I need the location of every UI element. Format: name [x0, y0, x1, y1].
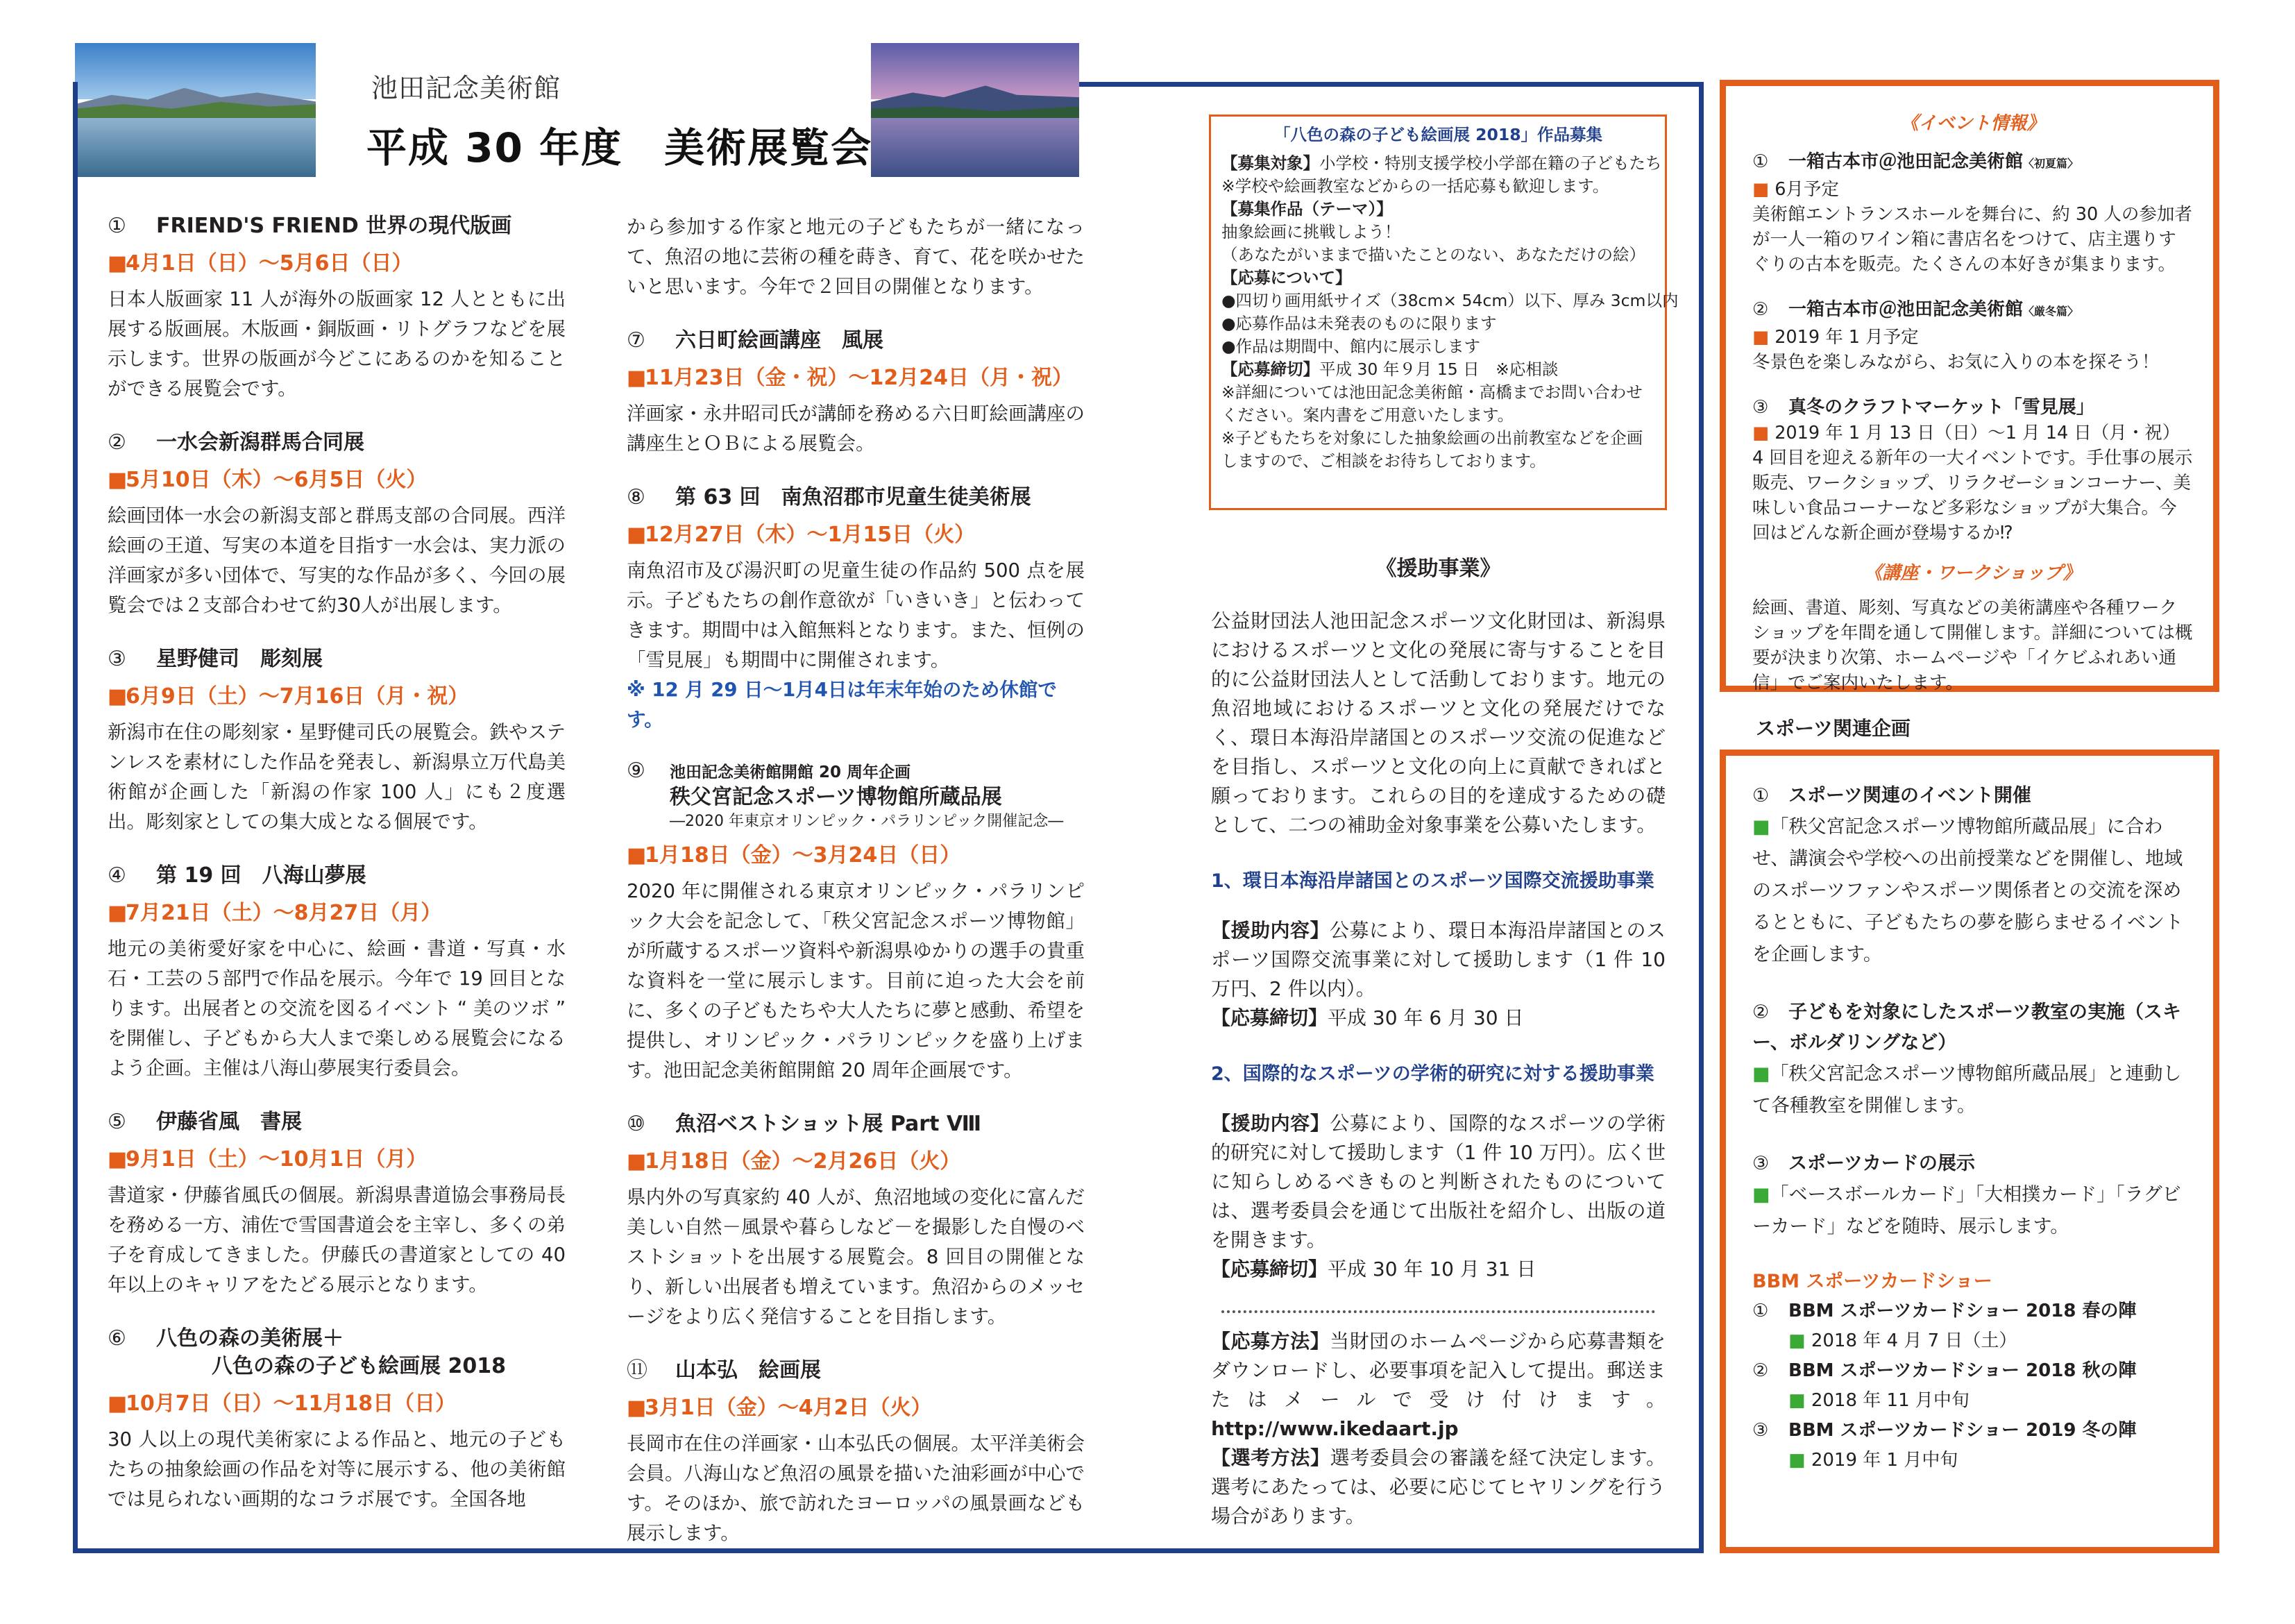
exhibition-body: 絵画団体一水会の新潟支部と群馬支部の合同展。西洋絵画の王道、写実の本道を目指す一水会は、実力派の洋画家が多い団体で、写実的な作品が多く、今回の展覧会では２支部合わせて約30人が出展します。: [108, 505, 566, 616]
square-icon: ■: [627, 1396, 647, 1420]
exhibition-date: 1月18日（金）～2月26日（火）: [645, 1149, 961, 1174]
call-for-entries: [1221, 124, 1679, 473]
program-1-deadline: 平成 30 年 6 月 30 日: [1328, 1006, 1524, 1029]
sports-item-title: スポーツカードの展示: [1788, 1153, 1975, 1174]
exhibition-date: 5月10日（木）～6月5日（火）: [126, 468, 427, 492]
workshop-heading: 《講座・ワークショップ》: [1864, 563, 2081, 584]
sports-item-1: ① スポーツ関連のイベント開催 ■「秩父宮記念スポーツ博物館所蔵品展」に合わせ、講演会や学校への出前授業などを開催し、地域のスポーツファンやスポーツ関係者との交流を深めるとともに、子どもたちの夢を膨らませるイベントを企画します。: [1752, 785, 2183, 965]
event-date: 2019 年 1 月予定: [1775, 327, 1919, 348]
exhibition-4: [108, 862, 566, 1083]
sports-item-title: 子どもを対象にしたスポーツ教室の実施（スキー、ボルダリングなど）: [1752, 1001, 2181, 1054]
exhibition-body: 地元の美術愛好家を中心に、絵画・書道・写真・水石・工芸の５部門で作品を展示。今年で 19 回目となります。出展者との交流を図るイベント “ 美のツボ ” を開催し、子どもから大人まで楽しめる展覧会になるよう企画。主催は八海山夢展実行委員会。: [108, 938, 566, 1079]
call-line: 【募集作品（テーマ）】: [1221, 199, 1393, 219]
exhibition-5: [108, 1108, 566, 1300]
label: 【応募方法】: [1211, 1330, 1330, 1353]
square-icon: ■: [1752, 1063, 1770, 1085]
frame-top-rule: [1079, 82, 1704, 87]
exhibition-title: 星野健司 彫刻展: [156, 647, 323, 671]
call-line: 抽象絵画に挑戦しよう！: [1221, 222, 1401, 242]
application-method: 当財団のホームページから応募書類をダウンロードし、必要事項を記入して提出。郵送またはメールで受け付けます。: [1211, 1330, 1666, 1411]
website-link[interactable]: http://www.ikedaart.jp: [1211, 1417, 1459, 1440]
exhibition-title: 一水会新潟群馬合同展: [156, 430, 364, 455]
exhibition-1: [108, 212, 566, 404]
program-2-title: 2、国際的なスポーツの学術的研究に対する援助事業: [1211, 1063, 1654, 1085]
exhibition-title: 六日町絵画講座 風展: [675, 328, 883, 353]
sports-item-body: 「ベースボールカード」「大相撲カード」「ラグビーカード」などを随時、展示します。: [1752, 1184, 2181, 1237]
square-icon: ■: [108, 1147, 128, 1172]
support-heading: 《援助事業》: [1375, 557, 1501, 581]
sports-item-3: ③ スポーツカードの展示 ■「ベースボールカード」「大相撲カード」「ラグビーカード」などを随時、展示します。: [1752, 1153, 2181, 1237]
call-line: 【応募締切】平成 30 年９月 15 日 ※応相談: [1221, 360, 1559, 379]
event-title: 一箱古本市＠池田記念美術館: [1788, 151, 2024, 172]
exhibition-6-continuation: から参加する作家と地元の子どもたちが一緒になって、魚沼の地に芸術の種を蒔き、育て、花を咲かせたいと思います。今年で２回目の開催となります。: [627, 216, 1085, 298]
sports-item-title: スポーツ関連のイベント開催: [1788, 785, 2031, 806]
exhibition-number: ②: [108, 430, 126, 455]
square-icon: ■: [627, 366, 647, 390]
exhibition-11: [627, 1357, 1085, 1548]
exhibition-title: 八色の森の美術展＋: [156, 1326, 344, 1351]
exhibition-body: 30 人以上の現代美術家による作品と、地元の子どもたちの抽象絵画の作品を対等に展示する、他の美術館では見られない画期的なコラボ展です。全国各地: [108, 1428, 566, 1510]
square-icon: ■: [108, 1392, 128, 1416]
square-icon: ■: [108, 684, 128, 709]
exhibition-date: 4月1日（日）～5月6日（日）: [126, 251, 413, 276]
bbm-title: BBM スポーツカードショー 2019 冬の陣: [1788, 1420, 2137, 1441]
call-title: 「八色の森の子ども絵画展 2018」作品募集: [1273, 125, 1603, 144]
event-info: [1752, 111, 2193, 695]
event-info-heading: 《イベント情報》: [1900, 113, 2045, 134]
exhibition-body: 県内外の写真家約 40 人が、魚沼地域の変化に富んだ美しい自然－風景や暮らしなど－を撮影した自慢のベストショットを出展する展覧会。8 回目の開催となり、新しい出展者も増えています。魚沼からのメッセージをより広く発信することを目指します。: [627, 1186, 1085, 1328]
call-line: ●応募作品は未発表のものに限ります: [1221, 314, 1497, 333]
call-line: ※子どもたちを対象にした抽象絵画の出前教室などを企画しますので、ご相談をお待ちしております。: [1221, 428, 1643, 471]
event-2: ② 一箱古本市＠池田記念美術館〈厳冬篇〉 ■ 2019 年 1 月予定 冬景色を楽しみながら、お気に入りの本を探そう！: [1752, 296, 2193, 375]
program-1-content: 公募により、環日本海沿岸諸国とのスポーツ国際交流事業に対して援助します（1 件 10 万円、2 件以内）。: [1211, 919, 1666, 1000]
sports-item-2: ② 子どもを対象にしたスポーツ教室の実施（スキー、ボルダリングなど） ■「秩父宮記念スポーツ博物館所蔵品展」と連動して各種教室を開催します。: [1752, 1001, 2182, 1117]
call-line: ●四切り画用紙サイズ（38cm× 54cm）以下、厚み 3cm以内: [1221, 291, 1679, 310]
exhibition-title: 第 19 回 八海山夢展: [156, 863, 366, 888]
bbm-title: BBM スポーツカードショー 2018 春の陣: [1788, 1301, 2137, 1321]
exhibitions-column-1: [108, 212, 566, 1514]
exhibition-number: ①: [108, 214, 126, 238]
bbm-title: BBM スポーツカードショー 2018 秋の陣: [1788, 1360, 2137, 1381]
exhibition-body: 新潟市在住の彫刻家・星野健司氏の展覧会。鉄やステンレスを素材にした作品を発表し、新潟県立万代島美術館が企画した「新潟の作家 100 人」にも２度選出。彫刻家としての集大成となる個展です。: [108, 721, 566, 833]
exhibition-date: 10月7日（日）～11月18日（日）: [126, 1392, 457, 1416]
exhibition-date: 9月1日（土）～10月1日（月）: [126, 1147, 427, 1172]
sports-item-body: 「秩父宮記念スポーツ博物館所蔵品展」に合わせ、講演会や学校への出前授業などを開催し、地域のスポーツファンやスポーツ関係者との交流を深めるとともに、子どもたちの夢を膨らませるイベントを企画します。: [1752, 816, 2183, 965]
exhibition-number: ⑨: [627, 759, 645, 783]
square-icon: ■: [1752, 327, 1770, 348]
exhibition-date: 7月21日（土）～8月27日（月）: [126, 901, 442, 925]
square-icon: ■: [1788, 1330, 1806, 1351]
square-icon: ■: [627, 843, 647, 868]
museum-name: 池田記念美術館: [371, 73, 561, 103]
exhibition-title: 魚沼ベストショット展 Part Ⅷ: [675, 1112, 982, 1136]
event-date: 2019 年 1 月 13 日（日）～1 月 14 日（月・祝）: [1775, 423, 2180, 443]
exhibition-number: ⑥: [108, 1326, 126, 1351]
exhibition-number: ⑤: [108, 1110, 126, 1134]
square-icon: ■: [1752, 1184, 1770, 1206]
label: 【援助内容】: [1211, 919, 1330, 942]
event-title: 真冬のクラフトマーケット「雪見展」: [1788, 397, 2094, 418]
event-3: ③ 真冬のクラフトマーケット「雪見展」 ■ 2019 年 1 月 13 日（日）～1 月 14 日（月・祝） 4 回目を迎える新年の一大イベントです。手仕事の展示販売、ワークショップ、リラクゼーションコーナー、美味しい食品コーナーなど多彩なショップが大集合。今回はどんな新企画が登場するか⁉: [1752, 394, 2193, 545]
exhibition-number: ③: [108, 647, 126, 671]
label: 【応募締切】: [1211, 1258, 1328, 1280]
call-line: ※詳細については池田記念美術館・高橋までお問い合わせください。案内書をご用意いたします。: [1221, 382, 1643, 425]
call-line: ※学校や絵画教室などからの一括応募も歓迎します。: [1221, 176, 1609, 196]
exhibitions-column-2: [627, 212, 1085, 1548]
bbm-date: 2018 年 11 月中旬: [1811, 1390, 1970, 1411]
event-body: 美術館エントランスホールを舞台に、約 30 人の参加者が一人一箱のワイン箱に書店名をつけて、店主選りすぐりの古本を販売。たくさんの本好きが集まります。: [1752, 204, 2192, 275]
program-2-deadline: 平成 30 年 10 月 31 日: [1328, 1258, 1536, 1280]
bbm-date: 2018 年 4 月 7 日（土）: [1811, 1330, 2017, 1351]
square-icon: ■: [108, 901, 128, 925]
closure-note: ※ 12 月 29 日～1月4日は年末年始のため休館です。: [627, 679, 1057, 731]
exhibition-date: 6月9日（土）～7月16日（月・祝）: [126, 684, 469, 709]
exhibition-10: [627, 1110, 1085, 1332]
exhibition-caption: ―2020 年東京オリンピック・パラリンピック開催記念―: [670, 813, 1064, 830]
workshop-body: 絵画、書道、彫刻、写真などの美術講座や各種ワークショップを年間を通して開催します。詳細については概要が決まり次第、ホームページや「イケビふれあい通信」でご案内いたします。: [1752, 598, 2193, 693]
event-date: 6月予定: [1775, 179, 1839, 200]
exhibition-title: 秩父宮記念スポーツ博物館所蔵品展: [670, 785, 1002, 809]
call-line: 【応募について】: [1221, 268, 1352, 287]
exhibition-6: [108, 1325, 566, 1514]
square-icon: ■: [627, 1149, 647, 1174]
exhibition-date: 3月1日（金）～4月2日（火）: [645, 1396, 932, 1420]
square-icon: ■: [1752, 816, 1770, 838]
exhibition-date: 12月27日（木）～1月15日（火）: [645, 523, 976, 547]
exhibition-pretitle: 池田記念美術館開館 20 周年企画: [670, 763, 911, 781]
square-icon: ■: [1752, 179, 1770, 200]
page-title: 平成 30 年度 美術展覧会: [366, 124, 873, 171]
exhibition-date: 11月23日（金・祝）～12月24日（月・祝）: [645, 366, 1073, 390]
exhibition-2: [108, 429, 566, 620]
exhibition-title-line2: 八色の森の子ども絵画展 2018: [212, 1354, 506, 1378]
event-1: ① 一箱古本市＠池田記念美術館〈初夏篇〉 ■ 6月予定 美術館エントランスホールを舞台に、約 30 人の参加者が一人一箱のワイン箱に書店名をつけて、店主選りすぐりの古本を販売。たくさんの本好きが集まります。: [1752, 149, 2193, 277]
label: 【応募締切】: [1211, 1006, 1328, 1029]
bbm-item-1: ① BBM スポーツカードショー 2018 春の陣 ■ 2018 年 4 月 7 日（土）: [1752, 1301, 2137, 1351]
square-icon: ■: [1788, 1450, 1806, 1471]
support-intro: 公益財団法人池田記念スポーツ文化財団は、新潟県におけるスポーツと文化の発展に寄与することを目的に公益財団法人として活動しております。地元の魚沼地域におけるスポーツと文化の発展だけでなく、環日本海沿岸諸国とのスポーツ交流の促進などを目指し、スポーツと文化の向上に貢献できればと願っております。これらの目的を達成するための礎として、二つの補助金対象事業を公募いたします。: [1211, 609, 1666, 836]
call-line: 【募集対象】小学校・特別支援学校小学部在籍の子どもたち: [1221, 153, 1662, 173]
sports-section: [1752, 781, 2196, 1475]
exhibition-8: [627, 484, 1085, 735]
square-icon: ■: [627, 523, 647, 547]
square-icon: ■: [1752, 423, 1770, 443]
exhibition-7: [627, 327, 1085, 459]
exhibition-number: ⑩: [627, 1112, 645, 1136]
exhibition-number: ⑧: [627, 485, 645, 509]
exhibition-body: 書道家・伊藤省風氏の個展。新潟県書道協会事務局長を務める一方、浦佐で雪国書道会を主宰し、多くの弟子を育成してきました。伊藤氏の書道家としての 40 年以上のキャリアをたどる展示となります。: [108, 1184, 566, 1296]
exhibition-3: [108, 645, 566, 837]
exhibition-body: 洋画家・永井昭司氏が講師を務める六日町絵画講座の講座生とＯＢによる展覧会。: [627, 403, 1085, 455]
exhibition-9: [627, 760, 1085, 1085]
exhibition-number: ⑪: [627, 1358, 647, 1382]
divider: [1221, 1310, 1655, 1313]
label: 【選考方法】: [1211, 1446, 1330, 1469]
exhibition-body: 日本人版画家 11 人が海外の版画家 12 人とともに出展する版画展。木版画・銅版画・リトグラフなどを展示します。世界の版画が今どこにあるのかを知ることができる展覧会です。: [108, 288, 566, 400]
event-body: 冬景色を楽しみながら、お気に入りの本を探そう！: [1752, 352, 2160, 373]
exhibition-body: 長岡市在住の洋画家・山本弘氏の個展。太平洋美術会会員。八海山など魚沼の風景を描いた油彩画が中心です。そのほか、旅で訪れたヨーロッパの風景画なども展示します。: [627, 1432, 1085, 1544]
exhibition-number: ④: [108, 863, 126, 888]
exhibition-title: 伊藤省風 書展: [156, 1110, 302, 1134]
program-1-title: 1、環日本海沿岸諸国とのスポーツ国際交流援助事業: [1211, 870, 1654, 892]
exhibition-title: FRIEND'S FRIEND 世界の現代版画: [156, 214, 512, 238]
exhibition-title: 第 63 回 南魚沼郡市児童生徒美術展: [675, 485, 1031, 509]
exhibition-number: ⑦: [627, 328, 645, 353]
bbm-heading: BBM スポーツカードショー: [1752, 1271, 1992, 1292]
call-line: ●作品は期間中、館内に展示します: [1221, 337, 1481, 356]
sports-heading: スポーツ関連企画: [1756, 717, 1911, 740]
exhibition-title: 山本弘 絵画展: [675, 1358, 821, 1382]
square-icon: ■: [108, 251, 128, 276]
bbm-item-2: ② BBM スポーツカードショー 2018 秋の陣 ■ 2018 年 11 月中旬: [1752, 1360, 2137, 1411]
exhibition-body: 南魚沼市及び湯沢町の児童生徒の作品約 500 点を展示。子どもたちの創作意欲が「いきいき」と伝わってきます。期間中は入館無料となります。また、恒例の「雪見展」も期間中に開催されます。: [627, 559, 1085, 671]
square-icon: ■: [108, 468, 128, 492]
exhibition-date: 1月18日（金）～3月24日（日）: [645, 843, 961, 868]
event-body: 4 回目を迎える新年の一大イベントです。手仕事の展示販売、ワークショップ、リラクゼーションコーナー、美味しい食品コーナーなど多彩なショップが大集合。今回はどんな新企画が登場するか⁉: [1752, 448, 2193, 543]
bbm-date: 2019 年 1 月中旬: [1811, 1450, 1958, 1471]
square-icon: ■: [1788, 1390, 1806, 1411]
exhibition-body: 2020 年に開催される東京オリンピック・パラリンピック大会を記念して、「秩父宮記念スポーツ博物館」が所蔵するスポーツ資料や新潟県ゆかりの選手の貴重な資料を一堂に展示します。目前に迫った大会を前に、多くの子どもたちや大人たちに夢と感動、希望を提供し、オリンピック・パラリンピックを盛り上げます。池田記念美術館開館 20 周年企画展です。: [627, 880, 1085, 1081]
program-2-content: 公募により、国際的なスポーツの学術的研究に対して援助します（1 件 10 万円）。広く世に知らしめるべきものと判断されたものについては、選考委員会を通じて出版社を紹介し、出版の道を開きます。: [1211, 1112, 1666, 1251]
support-programs: [1211, 555, 1666, 1531]
call-line: （あなたがいままで描いたことのない、あなただけの絵）: [1221, 245, 1645, 264]
sports-item-body: 「秩父宮記念スポーツ博物館所蔵品展」と連動して各種教室を開催します。: [1752, 1063, 2182, 1117]
bbm-item-3: ③ BBM スポーツカードショー 2019 冬の陣 ■ 2019 年 1 月中旬: [1752, 1420, 2137, 1471]
selection-method: 選考委員会の審議を経て決定します。選考にあたっては、必要に応じてヒヤリングを行う場合があります。: [1211, 1446, 1666, 1528]
event-title: 一箱古本市＠池田記念美術館: [1788, 299, 2024, 320]
label: 【援助内容】: [1211, 1112, 1330, 1135]
